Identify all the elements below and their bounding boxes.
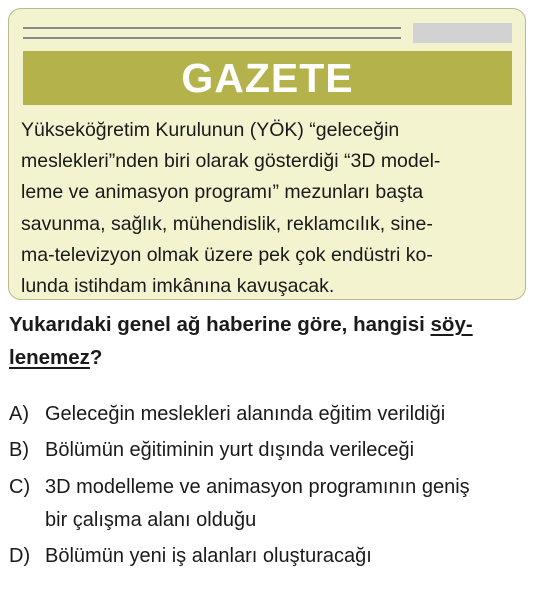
option-text (45, 540, 372, 573)
option-line: 3D modelleme ve animasyon programının geniş (45, 476, 470, 498)
article-line: Yükseköğretim Kurulunun (YÖK) “geleceğin (21, 119, 400, 141)
option-line: bir çalışma alanı olduğu (45, 509, 257, 531)
question-line-2 (9, 341, 531, 374)
newspaper-masthead (23, 51, 512, 105)
option-b[interactable] (9, 434, 531, 467)
article-line: ma-televizyon olmak üzere pek çok endüstri ko- (21, 243, 433, 266)
header-rule-bottom (23, 37, 401, 39)
option-line: Geleceğin meslekleri alanında eğitim verildiği (45, 403, 446, 425)
news-article-text (21, 115, 517, 302)
question-text: Yukarıdaki genel ağ haberine göre, hangisi (9, 313, 431, 336)
option-c[interactable] (9, 471, 531, 537)
option-line: Bölümün eğitiminin yurt dışında verileceği (45, 439, 415, 461)
option-text (45, 471, 470, 537)
question-line-1 (9, 308, 531, 341)
question-emphasis: söy- (430, 313, 473, 336)
option-line: Bölümün yeni iş alanları oluşturacağı (45, 545, 372, 567)
question-emphasis: lenemez (9, 346, 90, 369)
article-line: leme ve animasyon programı” mezunları başta (21, 181, 424, 204)
answer-options (9, 398, 531, 573)
header-grey-block (413, 23, 512, 43)
article-line: lunda istihdam imkânına kavuşacak. (21, 275, 335, 298)
option-letter: D) (9, 545, 31, 567)
option-d[interactable] (9, 540, 531, 573)
option-a[interactable] (9, 398, 531, 431)
option-letter: A) (9, 403, 29, 425)
newspaper-title: GAZETE (181, 54, 354, 101)
option-letter: B) (9, 439, 29, 461)
option-text (45, 434, 414, 467)
article-line: savunma, sağlık, mühendislik, reklamcılık, sine- (21, 212, 433, 235)
newspaper-box (8, 8, 526, 300)
header-rule-top (23, 27, 401, 29)
question-stem (9, 308, 531, 374)
question-mark: ? (89, 346, 103, 369)
option-text (45, 398, 445, 431)
option-letter: C) (9, 476, 31, 498)
article-line: meslekleri”nden biri olarak gösterdiği “3D model- (21, 150, 441, 173)
